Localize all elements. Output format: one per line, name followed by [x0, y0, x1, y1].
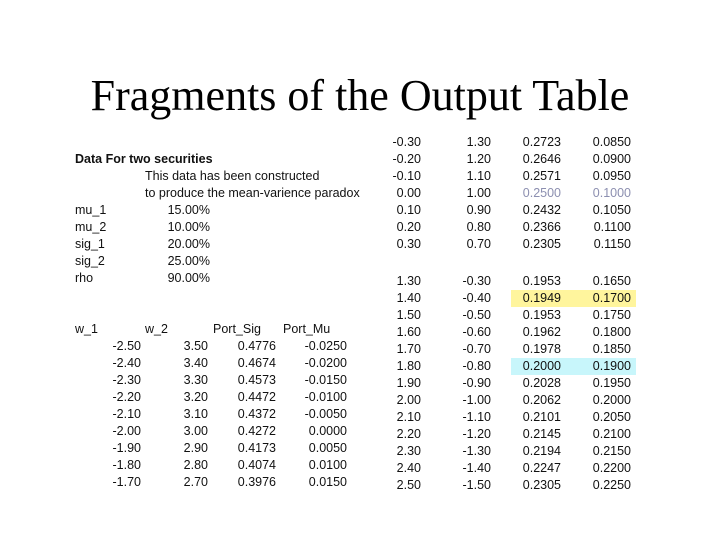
table-cell: 0.1850: [592, 342, 631, 356]
table-cell: 1.40: [396, 291, 421, 305]
table-cell: -0.50: [462, 308, 491, 322]
table-cell: 0.00: [396, 186, 421, 200]
table-cell: 0.2646: [522, 152, 561, 166]
param-value: 90.00%: [167, 271, 210, 285]
table-cell: 1.00: [466, 186, 491, 200]
table-cell: -0.0150: [304, 373, 347, 387]
table-cell: 0.0000: [308, 424, 347, 438]
table-cell: 1.30: [466, 135, 491, 149]
table-cell: -2.00: [112, 424, 141, 438]
table-cell: 1.60: [396, 325, 421, 339]
param-label: mu_1: [75, 203, 107, 217]
table-cell: -1.80: [112, 458, 141, 472]
table-cell: 0.2000: [592, 393, 631, 407]
table-cell: -2.10: [112, 407, 141, 421]
table-cell: 0.0950: [592, 169, 631, 183]
table-cell: 1.50: [396, 308, 421, 322]
table-cell: 0.4472: [237, 390, 276, 404]
table-cell: 0.0150: [308, 475, 347, 489]
table-cell: 0.4372: [237, 407, 276, 421]
table-cell: -0.80: [462, 359, 491, 373]
table-cell: 0.10: [396, 203, 421, 217]
table-cell: -0.10: [392, 169, 421, 183]
table-cell: 0.2050: [592, 410, 631, 424]
table-cell: 0.4573: [237, 373, 276, 387]
table-cell: 0.0850: [592, 135, 631, 149]
table-cell: 2.30: [396, 444, 421, 458]
table-cell: 0.1800: [592, 325, 631, 339]
table-cell: 0.2200: [592, 461, 631, 475]
table-cell: 0.3976: [237, 475, 276, 489]
table-cell: 0.1150: [593, 237, 631, 251]
column-header: Port_Sig: [213, 322, 261, 336]
table-cell: 0.1700: [592, 291, 631, 305]
table-cell: 0.1953: [522, 274, 561, 288]
table-cell: -0.30: [462, 274, 491, 288]
table-cell: -1.20: [462, 427, 491, 441]
table-cell: 1.90: [396, 376, 421, 390]
table-cell: -1.30: [462, 444, 491, 458]
table-cell: 2.40: [396, 461, 421, 475]
table-cell: -0.0200: [304, 356, 347, 370]
param-label: sig_2: [75, 254, 105, 268]
table-cell: 3.20: [183, 390, 208, 404]
table-cell: 0.90: [466, 203, 491, 217]
param-value: 20.00%: [167, 237, 210, 251]
table-cell: 0.1978: [522, 342, 561, 356]
table-cell: -1.10: [462, 410, 491, 424]
table-cell: 0.70: [466, 237, 491, 251]
table-cell: 0.2432: [522, 203, 561, 217]
table-cell: 0.4674: [237, 356, 276, 370]
table-cell: 3.50: [183, 339, 208, 353]
table-cell: 2.90: [183, 441, 208, 455]
table-cell: 0.4074: [237, 458, 276, 472]
table-cell: 0.1050: [592, 203, 631, 217]
table-cell: 0.2571: [522, 169, 561, 183]
table-cell: 3.00: [183, 424, 208, 438]
table-cell: -1.70: [112, 475, 141, 489]
table-cell: -0.40: [462, 291, 491, 305]
table-cell: 0.80: [466, 220, 491, 234]
table-cell: -0.90: [462, 376, 491, 390]
slide-title: Fragments of the Output Table: [90, 71, 630, 120]
note-line-2: to produce the mean-varience paradox: [145, 186, 360, 200]
table-cell: 0.0100: [308, 458, 347, 472]
table-cell: 2.70: [183, 475, 208, 489]
table-cell: 0.1900: [592, 359, 631, 373]
table-cell: -2.50: [112, 339, 141, 353]
table-cell: 0.2150: [592, 444, 631, 458]
table-cell: -0.0250: [304, 339, 347, 353]
table-cell: 0.0050: [308, 441, 347, 455]
table-cell: 1.30: [396, 274, 421, 288]
table-cell: -0.0050: [304, 407, 347, 421]
table-cell: 0.2145: [522, 427, 561, 441]
table-cell: 0.2101: [522, 410, 561, 424]
param-label: rho: [75, 271, 94, 285]
table-cell: 0.1650: [592, 274, 631, 288]
table-cell: 1.80: [396, 359, 421, 373]
table-cell: -0.30: [392, 135, 421, 149]
table-cell: 0.1949: [522, 291, 561, 305]
table-cell: 2.10: [396, 410, 421, 424]
param-value: 10.00%: [167, 220, 210, 234]
table-cell: -1.50: [462, 478, 491, 492]
table-cell: 0.2100: [592, 427, 631, 441]
table-cell: 0.2366: [522, 220, 561, 234]
param-label: sig_1: [75, 237, 105, 251]
table-cell: -0.20: [392, 152, 421, 166]
table-cell: 0.4272: [237, 424, 276, 438]
table-cell: 3.40: [183, 356, 208, 370]
table-cell: -1.00: [462, 393, 491, 407]
param-value: 15.00%: [167, 203, 210, 217]
table-cell: 0.1950: [592, 376, 631, 390]
table-cell: 0.2194: [522, 444, 561, 458]
table-cell: 0.2500: [522, 186, 561, 200]
table-cell: 0.4173: [237, 441, 276, 455]
table-cell: 2.00: [396, 393, 421, 407]
table-cell: 0.2247: [522, 461, 561, 475]
table-cell: 0.20: [396, 220, 421, 234]
table-cell: -2.40: [112, 356, 141, 370]
table-cell: 2.80: [183, 458, 208, 472]
column-header: w_2: [145, 322, 168, 336]
table-cell: 0.2250: [592, 478, 631, 492]
table-cell: 1.70: [396, 342, 421, 356]
table-cell: 0.2723: [522, 135, 561, 149]
table-cell: -2.30: [112, 373, 141, 387]
table-cell: 0.30: [396, 237, 421, 251]
table-cell: 0.1000: [592, 186, 631, 200]
table-cell: 0.2062: [522, 393, 561, 407]
table-cell: 0.2305: [522, 478, 561, 492]
table-cell: 0.1100: [593, 220, 631, 234]
table-cell: 0.1962: [522, 325, 561, 339]
table-cell: 0.1953: [522, 308, 561, 322]
table-cell: 0.2028: [522, 376, 561, 390]
table-cell: -1.40: [462, 461, 491, 475]
table-cell: 3.30: [183, 373, 208, 387]
table-cell: 3.10: [183, 407, 208, 421]
column-header: Port_Mu: [283, 322, 331, 336]
table-cell: 2.50: [396, 478, 421, 492]
table-cell: 0.1750: [592, 308, 631, 322]
table-cell: 1.10: [466, 169, 491, 183]
table-cell: 2.20: [396, 427, 421, 441]
table-cell: -1.90: [112, 441, 141, 455]
param-value: 25.00%: [167, 254, 210, 268]
table-cell: 0.2305: [522, 237, 561, 251]
table-cell: 0.2000: [522, 359, 561, 373]
table-cell: -0.0100: [304, 390, 347, 404]
table-cell: -0.60: [462, 325, 491, 339]
table-cell: 0.4776: [237, 339, 276, 353]
table-cell: -0.70: [462, 342, 491, 356]
column-header: w_1: [75, 322, 98, 336]
param-label: mu_2: [75, 220, 107, 234]
table-cell: 1.20: [466, 152, 491, 166]
data-heading: Data For two securities: [75, 152, 213, 166]
note-line-1: This data has been constructed: [145, 169, 320, 183]
table-cell: -2.20: [112, 390, 141, 404]
table-cell: 0.0900: [592, 152, 631, 166]
